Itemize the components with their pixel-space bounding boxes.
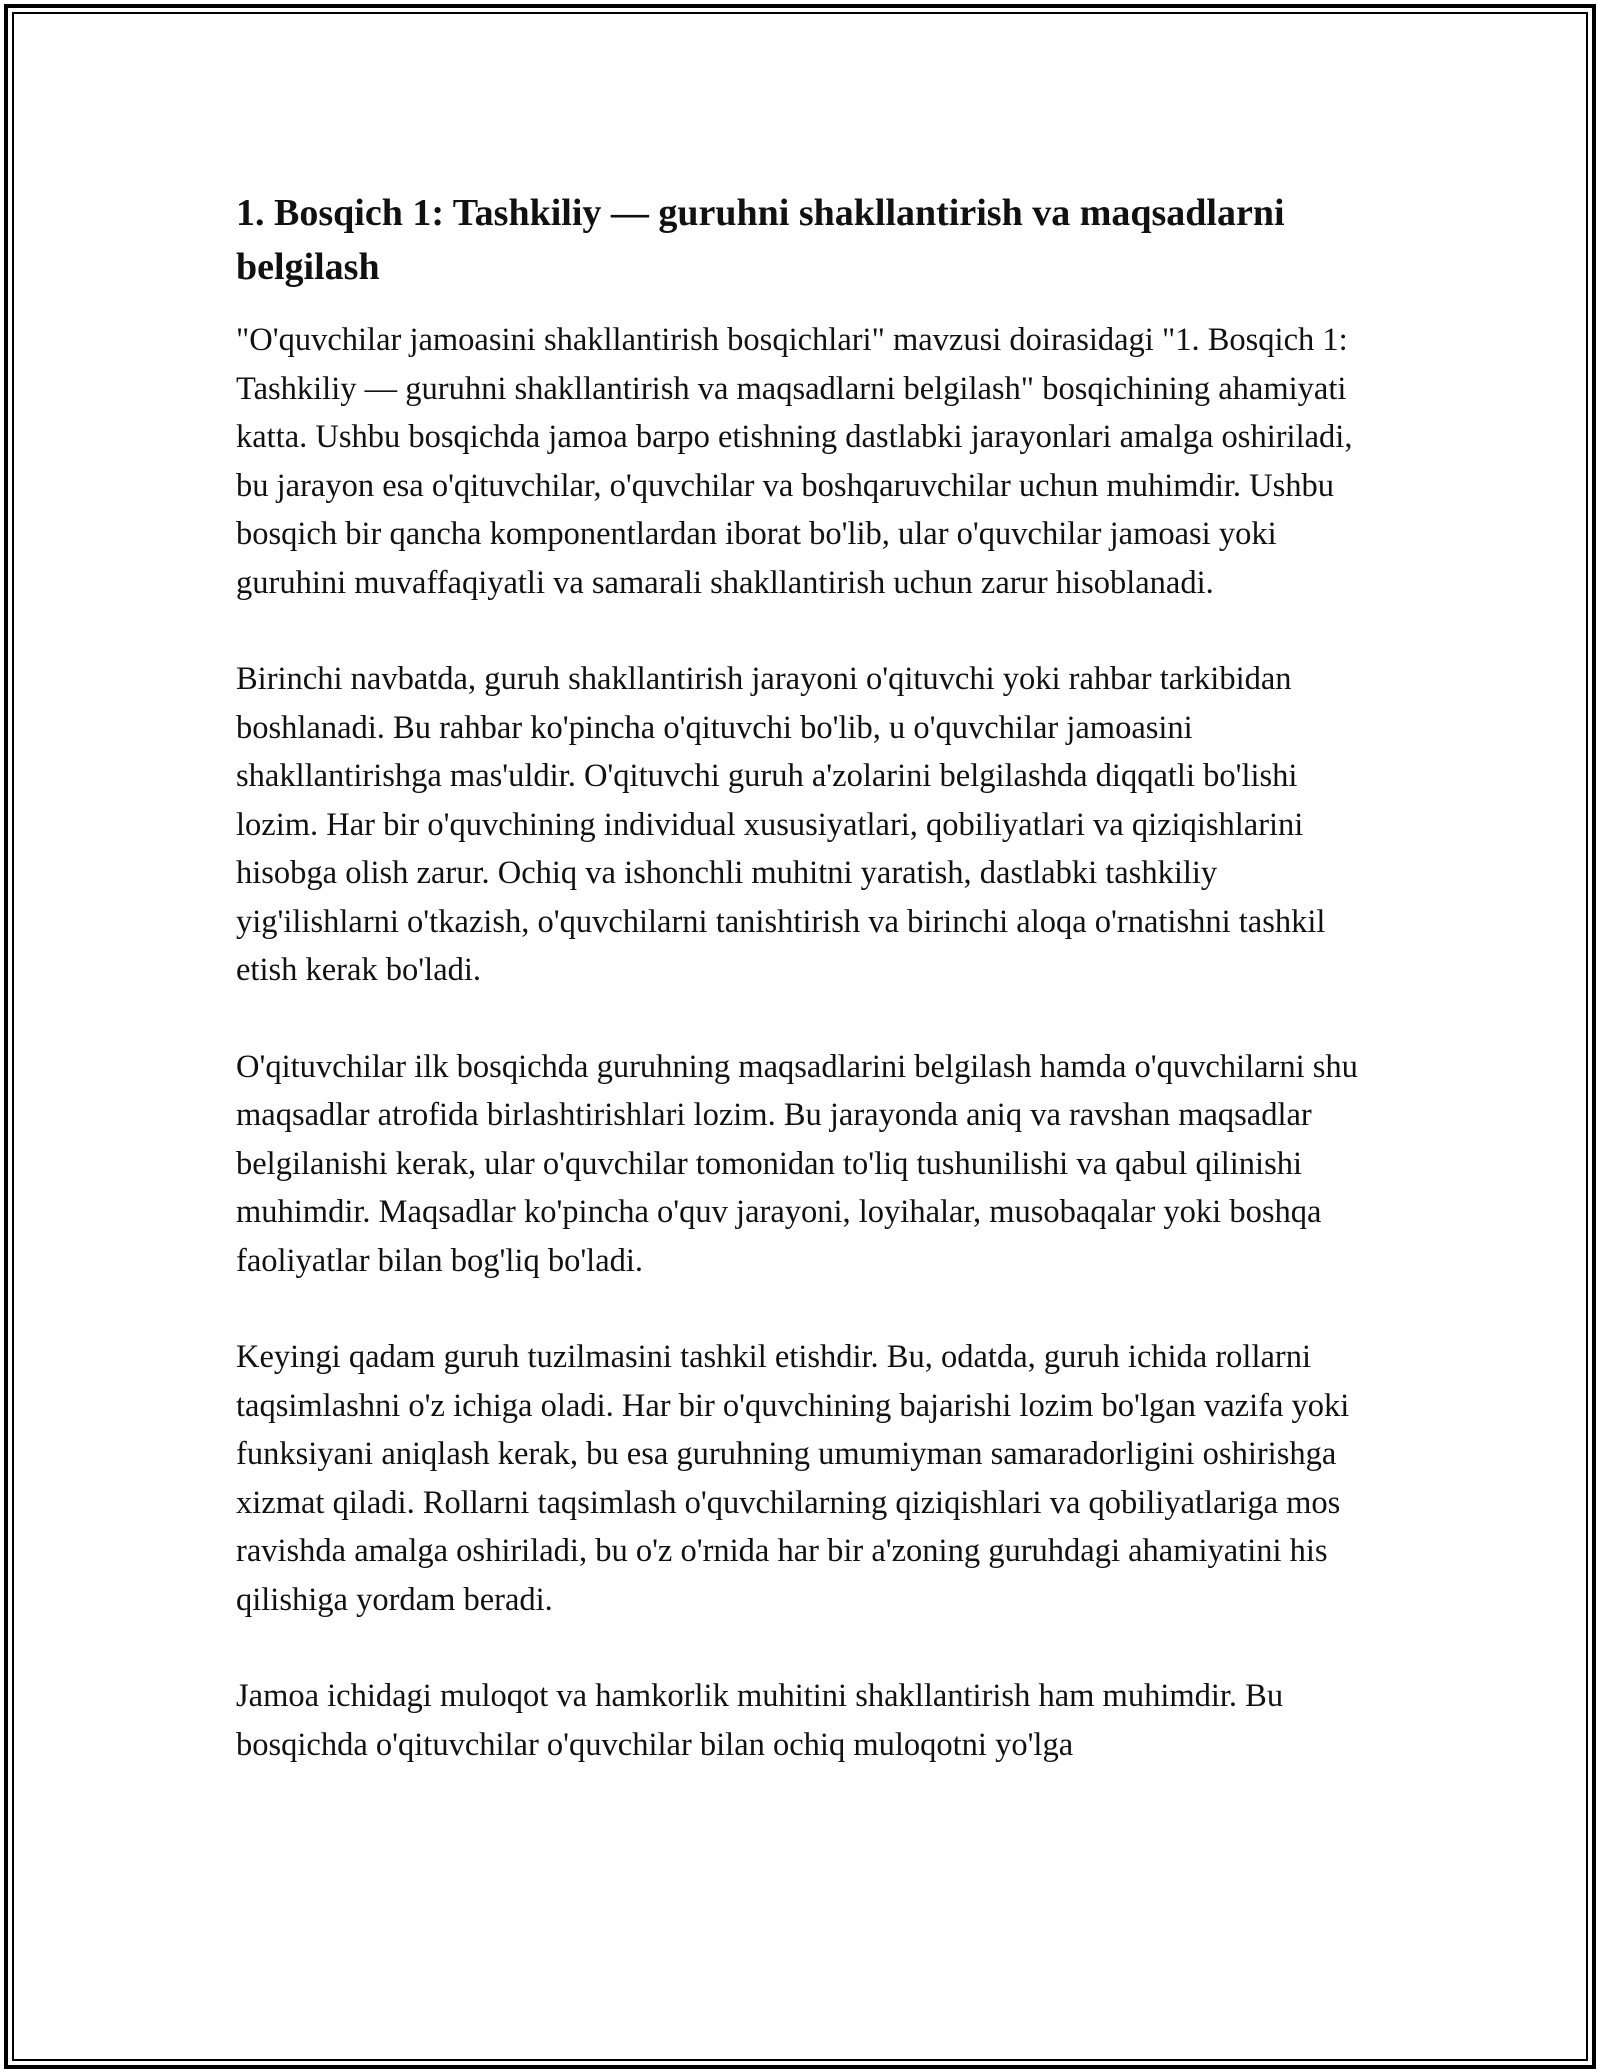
paragraph-2: Birinchi navbatda, guruh shakllantirish jarayoni o'qituvchi yoki rahbar tarkibidan boshlanadi. Bu rahbar ko'pincha o'qituvchi bo'lib, u o'quvchilar jamoasini shakllantirishga mas'uldir. O'qituvchi guruh a'zolarini belgilashda diqqatli bo'lishi lozim. Har bir o'quvchining individual xususiyatlari, qobiliyatlari va qiziqishlarini hisobga olish zarur. Ochiq va ishonchli muhitni yaratish, dastlabki tashkiliy yig'ilishlarni o'tkazish, o'quvchilarni tanishtirish va birinchi aloqa o'rnatishni tashkil etish kerak bo'ladi. bbox=[236, 661, 1326, 988]
paragraph-4: Keyingi qadam guruh tuzilmasini tashkil etishdir. Bu, odatda, guruh ichida rollarni taqsimlashni o'z ichiga oladi. Har bir o'quvchining bajarishi lozim bo'lgan vazifa yoki funksiyani aniqlash kerak, bu esa guruhning umumiyman samaradorligini oshirishga xizmat qiladi. Rollarni taqsimlash o'quvchilarning qiziqishlari va qobiliyatlariga mos ravishda amalga oshiriladi, bu o'z o'rnida har bir a'zoning guruhdagi ahamiyatini his qilishiga yordam beradi. bbox=[236, 1339, 1350, 1618]
section-heading: 1. Bosqich 1: Tashkiliy — guruhni shakllantirish va maqsadlarni belgilash bbox=[236, 192, 1285, 288]
document-body bbox=[236, 186, 1376, 1817]
paragraph-1: "O'quvchilar jamoasini shakllantirish bosqichlari" mavzusi doirasidagi "1. Bosqich 1: Tashkiliy — guruhni shakllantirish va maqsadlarni belgilash" bosqichining ahamiyati katta. Ushbu bosqichda jamoa barpo etishning dastlabki jarayonlari amalga oshiriladi, bu jarayon esa o'qituvchilar, o'quvchilar va boshqaruvchilar uchun muhimdir. Ushbu bosqich bir qancha komponentlardan iborat bo'lib, ular o'quvchilar jamoasi yoki guruhini muvaffaqiyatli va samarali shakllantirish uchun zarur hisoblanadi. bbox=[236, 322, 1353, 601]
paragraph-3: O'qituvchilar ilk bosqichda guruhning maqsadlarini belgilash hamda o'quvchilarni shu maqsadlar atrofida birlashtirishlari lozim. Bu jarayonda aniq va ravshan maqsadlar belgilanishi kerak, ular o'quvchilar tomonidan to'liq tushunilishi va qabul qilinishi muhimdir. Maqsadlar ko'pincha o'quv jarayoni, loyihalar, musobaqalar yoki boshqa faoliyatlar bilan bog'liq bo'ladi. bbox=[236, 1048, 1358, 1279]
paragraph-5: Jamoa ichidagi muloqot va hamkorlik muhitini shakllantirish ham muhimdir. Bu bosqichda o'qituvchilar o'quvchilar bilan ochiq muloqotni yo'lga bbox=[236, 1678, 1284, 1763]
